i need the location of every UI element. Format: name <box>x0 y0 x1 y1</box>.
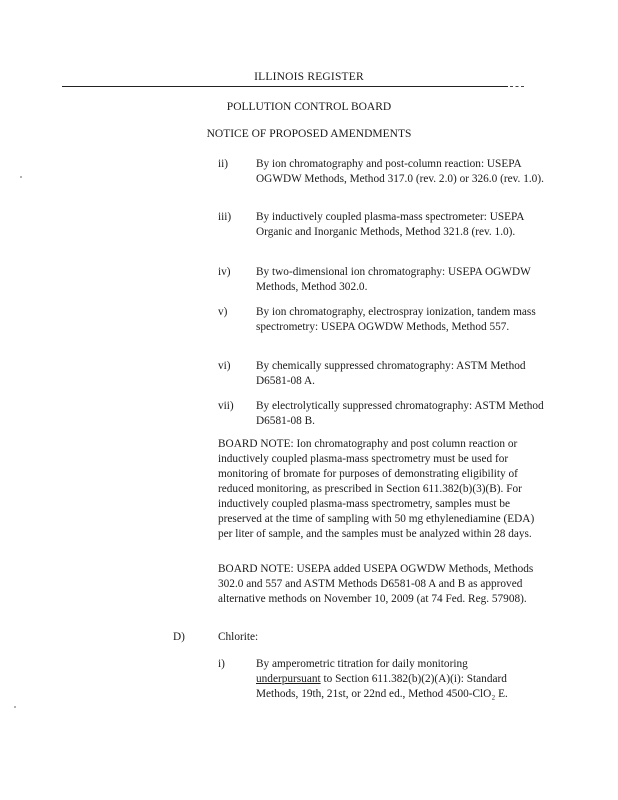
item-text: By ion chromatography, electrospray ionization, tandem mass spectrometry: USEPA OGWDW Methods, Method 557. <box>256 306 536 333</box>
item-text: By chemically suppressed chromatography: ASTM Method D6581-08 A. <box>256 360 526 387</box>
chlorite-line3: Methods, 19th, 21st, or 22nd ed., Method 4500-ClO₂ E. <box>256 688 508 700</box>
notice-heading: NOTICE OF PROPOSED AMENDMENTS <box>206 128 412 140</box>
header-rule-dash <box>510 86 524 87</box>
item-text <box>256 657 556 702</box>
item-number: vii) <box>218 400 234 412</box>
scan-speck <box>20 176 22 178</box>
underlined-insertion: underpursuant <box>256 673 321 685</box>
agency-name: POLLUTION CONTROL BOARD <box>226 101 392 113</box>
header-rule <box>62 86 508 87</box>
section-number: D) <box>173 631 185 643</box>
board-note-1: BOARD NOTE: Ion chromatography and post column reaction or inductively coupled plasma-mass spectrometry must be used for monitoring of bromate for purposes of demonstrating eligibility of reduced monitoring, as prescribed in Section 611.382(b)(3)(B). For inductively coupled plasma-mass spectrometry, samples must be preserved at the time of sampling with 50 mg ethylenediamine (EDA) per liter of sample, and the samples must be analyzed within 28 days. <box>218 438 535 540</box>
item-number: v) <box>218 306 228 318</box>
section-label: Chlorite: <box>218 631 259 643</box>
item-number: iii) <box>218 211 232 223</box>
board-note-2: BOARD NOTE: USEPA added USEPA OGWDW Methods, Methods 302.0 and 557 and ASTM Methods D6581-08 A and B as approved alternative methods on November 10, 2009 (at 74 Fed. Reg. 57908). <box>218 563 534 605</box>
item-number: iv) <box>218 266 231 278</box>
item-number: i) <box>218 658 225 670</box>
item-text: By two-dimensional ion chromatography: USEPA OGWDW Methods, Method 302.0. <box>256 266 531 293</box>
scan-speck <box>14 706 16 708</box>
item-number: ii) <box>218 158 229 170</box>
item-text: By inductively coupled plasma-mass spectrometer: USEPA Organic and Inorganic Methods, Method 321.8 (rev. 1.0). <box>256 211 524 238</box>
item-number: vi) <box>218 360 231 372</box>
item-text: By ion chromatography and post-column reaction: USEPA OGWDW Methods, Method 317.0 (rev. 2.0) or 326.0 (rev. 1.0). <box>256 158 544 185</box>
chlorite-line2: to Section 611.382(b)(2)(A)(i): Standard <box>320 673 507 685</box>
chlorite-line1: By amperometric titration for daily monitoring <box>256 658 468 670</box>
item-text: By electrolytically suppressed chromatography: ASTM Method D6581-08 B. <box>256 400 544 427</box>
register-title: ILLINOIS REGISTER <box>254 71 364 83</box>
